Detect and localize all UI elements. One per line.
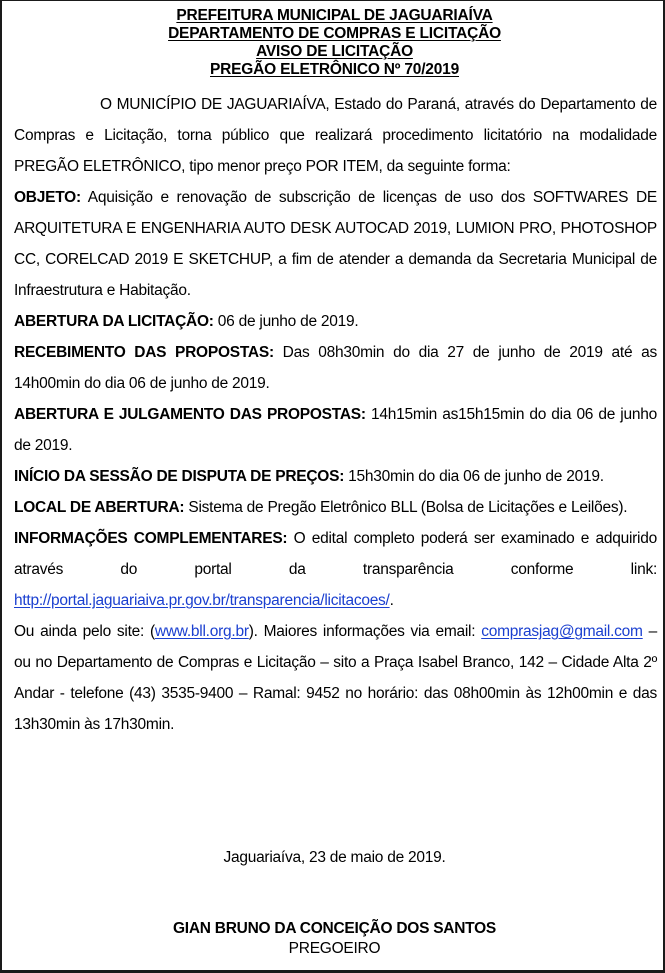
section-objeto-label: OBJETO:: [14, 189, 81, 206]
section-recebimento: [14, 337, 657, 399]
transparency-portal-link[interactable]: http://portal.jaguariaiva.pr.gov.br/transparencia/licitacoes/: [14, 592, 390, 609]
section-informacoes: [14, 523, 657, 616]
section-informacoes-text: O edital completo poderá ser examinado e adquirido através do portal da transparência conforme link:: [14, 530, 657, 578]
section-contato: [14, 616, 657, 740]
section-objeto-text: Aquisição e renovação de subscrição de licenças de uso dos SOFTWARES DE ARQUITETURA E ENGENHARIA AUTO DESK AUTOCAD 2019, LUMION PRO, PHOTOSHOP CC, CORELCAD 2019 E SKETCHUP, a fim de atender a demanda da Secretaria Municipal de Infraestrutura e Habitação.: [14, 189, 657, 299]
section-informacoes-label: INFORMAÇÕES COMPLEMENTARES:: [14, 530, 288, 547]
contato-text-after-email: – ou no Departamento de Compras e Licitação – sito a Praça Isabel Branco, 142 – Cidade Alta 2º Andar - telefone (43) 3535-9400 – Ramal: 9452 no horário: das 08h00min às 12h00min e das 13h30min às 17h30min.: [14, 623, 657, 733]
contato-text-after-site: ). Maiores informações via email:: [248, 623, 482, 640]
bll-site-link[interactable]: www.bll.org.br: [154, 623, 249, 640]
section-local-text: Sistema de Pregão Eletrônico BLL (Bolsa de Licitações e Leilões).: [184, 499, 628, 516]
signatory-role: PREGOEIRO: [288, 940, 381, 957]
section-inicio-sessao-label: INÍCIO DA SESSÃO DE DISPUTA DE PREÇOS:: [14, 468, 345, 485]
section-abertura-licitacao-text: 06 de junho de 2019.: [213, 313, 359, 330]
email-link[interactable]: comprasjag@gmail.com: [481, 623, 643, 640]
header-department: [2, 25, 665, 43]
header-notice-title: [2, 43, 665, 61]
section-inicio-sessao: [14, 461, 657, 492]
section-informacoes-after-link: .: [389, 592, 394, 609]
signatory-name: GIAN BRUNO DA CONCEIÇÃO DOS SANTOS: [172, 920, 497, 937]
header-auction-number-text: PREGÃO ELETRÔNICO Nº 70/2019: [210, 61, 459, 78]
section-abertura-licitacao-label: ABERTURA DA LICITAÇÃO:: [14, 313, 214, 330]
section-local: [14, 492, 657, 523]
section-recebimento-label: RECEBIMENTO DAS PROPOSTAS:: [14, 344, 274, 361]
header-notice-title-text: AVISO DE LICITAÇÃO: [256, 43, 413, 60]
header-municipality-text: PREFEITURA MUNICIPAL DE JAGUARIAÍVA: [176, 7, 493, 24]
section-julgamento-text: 14h15min as15h15min do dia 06 de junho de 2019.: [14, 406, 657, 454]
section-inicio-sessao-text: 15h30min do dia 06 de junho de 2019.: [344, 468, 604, 485]
section-recebimento-text: Das 08h30min do dia 27 de junho de 2019 até as 14h00min do dia 06 de junho de 2019.: [14, 344, 657, 392]
signature-block: [2, 919, 665, 959]
header-department-text: DEPARTAMENTO DE COMPRAS E LICITAÇÃO: [168, 25, 501, 42]
section-julgamento: [14, 399, 657, 461]
section-abertura-licitacao: [14, 306, 657, 337]
intro-paragraph: O MUNICÍPIO DE JAGUARIAÍVA, Estado do Paraná, através do Departamento de Compras e Licitação, torna público que realizará procedimento licitatório na modalidade PREGÃO ELETRÔNICO, tipo menor preço POR ITEM, da seguinte forma:: [14, 96, 657, 175]
header-municipality: [2, 7, 665, 25]
date-line: Jaguariaíva, 23 de maio de 2019.: [223, 849, 446, 866]
header-auction-number: [2, 61, 665, 79]
document-body: [14, 89, 657, 740]
document-header: [2, 7, 665, 79]
section-local-label: LOCAL DE ABERTURA:: [14, 499, 185, 516]
section-julgamento-label: ABERTURA E JULGAMENTO DAS PROPOSTAS:: [14, 406, 366, 423]
contato-text-before-site: Ou ainda pelo site: (: [14, 623, 155, 640]
section-objeto: [14, 182, 657, 306]
